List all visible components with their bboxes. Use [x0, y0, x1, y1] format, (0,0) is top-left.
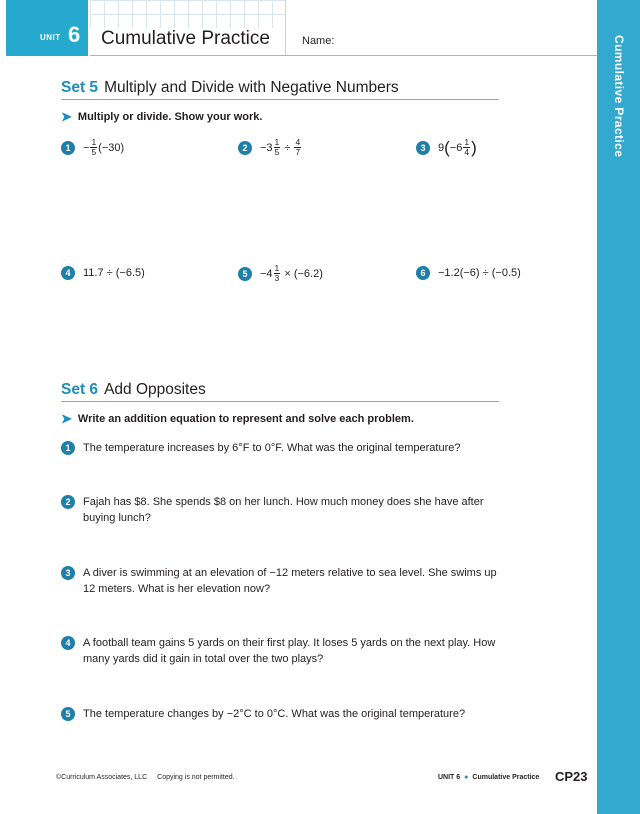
open-paren: (: [444, 138, 450, 157]
problem-number-badge: 3: [416, 141, 430, 155]
expr-part: −6: [449, 141, 463, 154]
header-divider: [285, 0, 286, 56]
footer-section-name: Cumulative Practice: [472, 774, 540, 781]
set6-problem-1: [61, 440, 501, 456]
denominator: 5: [91, 147, 97, 157]
unit-badge: [6, 0, 88, 56]
set6-rule: [61, 401, 499, 402]
unit-word: UNIT: [40, 33, 61, 42]
numerator: 1: [464, 137, 470, 147]
problem-number-badge: 2: [238, 141, 252, 155]
header-grid-decoration: [90, 0, 286, 28]
footer-copyright: [56, 774, 235, 781]
denominator: 4: [464, 147, 470, 157]
numerator: 1: [274, 137, 280, 147]
copy-notice: Copying is not permitted.: [157, 774, 235, 781]
problem-number-badge: 4: [61, 636, 75, 650]
page-title: Cumulative Practice: [101, 28, 270, 49]
numerator: 1: [274, 263, 280, 273]
problem-text: The temperature changes by −2°C to 0°C. What was the original temperature?: [83, 708, 466, 720]
problem-expression: −1.2(−6) ÷ (−0.5): [438, 267, 521, 279]
set5-problem-5: [238, 264, 323, 283]
set5-instruction: [61, 109, 262, 125]
expr-part: −3: [260, 141, 273, 154]
set6-label: Set 6: [61, 381, 99, 398]
copyright-text: ©Curriculum Associates, LLC: [56, 774, 148, 781]
set5-problem-6: [416, 266, 521, 280]
denominator: 5: [274, 147, 280, 157]
set5-problem-4: [61, 266, 145, 280]
problem-number-badge: 2: [61, 495, 75, 509]
header-rule: [90, 55, 598, 56]
expr-part: (−30): [98, 141, 125, 154]
problem-expression: [438, 138, 477, 157]
problem-number-badge: 6: [416, 266, 430, 280]
problem-expression: [260, 264, 323, 283]
set6-problem-2: [61, 494, 501, 526]
set6-title: Add Opposites: [104, 381, 206, 398]
fraction: [463, 138, 470, 157]
page-number: CP23: [555, 769, 588, 784]
set5-title: Multiply and Divide with Negative Numbers: [104, 79, 399, 96]
bullet-icon: ●: [464, 774, 469, 781]
denominator: 3: [274, 273, 280, 283]
set6-instruction: [61, 411, 414, 427]
side-tab: [597, 35, 640, 164]
set5-rule: [61, 99, 499, 100]
fraction: [274, 264, 281, 283]
problem-expression: [260, 138, 302, 157]
operator: ÷: [281, 141, 294, 154]
set5-heading: [61, 79, 399, 97]
problem-expression: 11.7 ÷ (−6.5): [83, 267, 145, 279]
close-paren: ): [471, 138, 477, 157]
problem-text: A diver is swimming at an elevation of −12 meters relative to sea level. She swims up 12 meters. What is her elevation now?: [83, 567, 497, 595]
problem-text: The temperature increases by 6°F to 0°F. What was the original temperature?: [83, 442, 461, 454]
set6-problem-4: [61, 635, 501, 667]
problem-text: A football team gains 5 yards on their first play. It loses 5 yards on the next play. How many yards did it gain in total over the two plays?: [83, 637, 496, 665]
fraction: [294, 138, 301, 157]
problem-number-badge: 1: [61, 141, 75, 155]
problem-number-badge: 4: [61, 266, 75, 280]
denominator: 7: [295, 147, 301, 157]
arrow-icon: ➤: [61, 411, 72, 426]
set6-problem-5: [61, 706, 501, 722]
arrow-icon: ➤: [61, 109, 72, 124]
set6-instruction-text: Write an addition equation to represent and solve each problem.: [77, 413, 414, 425]
set5-label: Set 5: [61, 79, 99, 96]
set5-problem-1: [61, 138, 124, 157]
expr-part: 9: [438, 141, 445, 154]
footer-section: [438, 774, 539, 781]
problem-number-badge: 5: [61, 707, 75, 721]
fraction: [90, 138, 97, 157]
problem-number-badge: 5: [238, 267, 252, 281]
expr-part: × (−6.2): [281, 267, 323, 280]
side-tab-label: Cumulative Practice: [612, 35, 626, 158]
expr-part: −: [83, 141, 90, 154]
problem-expression: [83, 138, 124, 157]
expr-part: −4: [260, 267, 273, 280]
name-label: Name:: [302, 35, 335, 47]
set5-problem-2: [238, 138, 302, 157]
set5-problem-3: [416, 138, 477, 157]
unit-number: 6: [68, 22, 81, 47]
set6-heading: [61, 381, 206, 399]
set6-problem-3: [61, 565, 501, 597]
fraction: [274, 138, 281, 157]
problem-number-badge: 1: [61, 441, 75, 455]
problem-text: Fajah has $8. She spends $8 on her lunch. How much money does she have after buying lunch?: [83, 496, 484, 524]
numerator: 1: [91, 137, 97, 147]
footer-unit: UNIT 6: [438, 774, 461, 781]
set5-instruction-text: Multiply or divide. Show your work.: [77, 111, 263, 123]
problem-number-badge: 3: [61, 566, 75, 580]
numerator: 4: [295, 137, 301, 147]
